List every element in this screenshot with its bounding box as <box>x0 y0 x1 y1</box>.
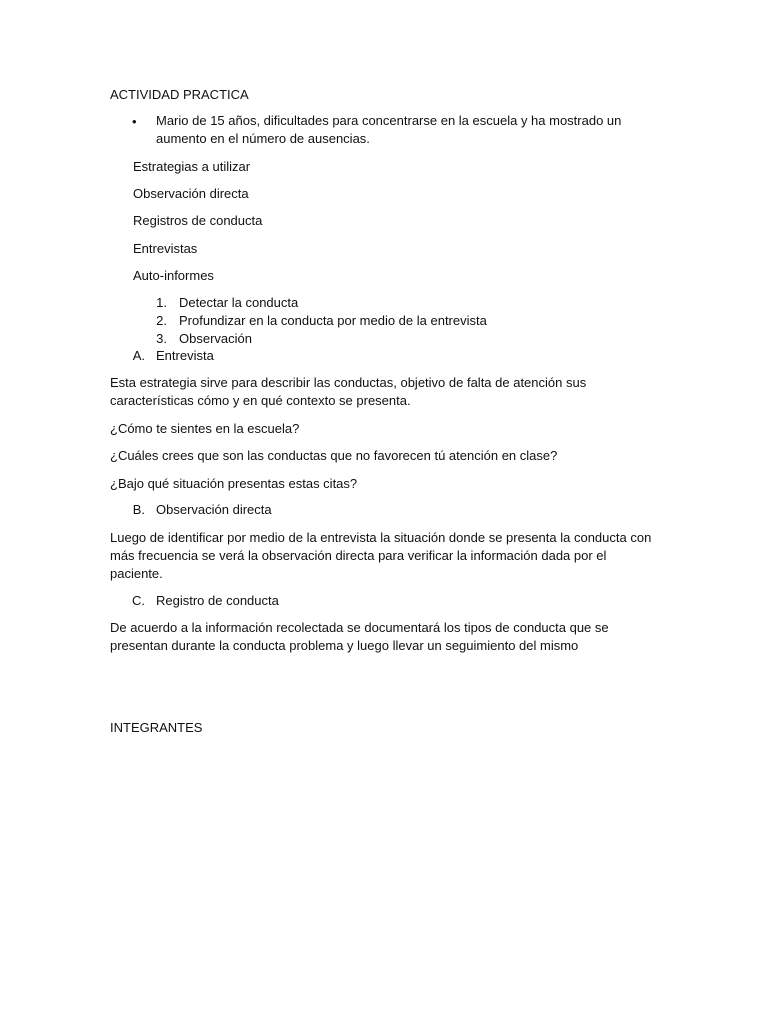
interview-question: ¿Cuáles crees que son las conductas que no favorecen tú atención en clase? <box>110 448 558 463</box>
section-a-paragraph-line-1: Esta estrategia sirve para describir las conductas, objetivo de falta de atención sus <box>110 375 587 390</box>
numbered-list-item: Observación <box>179 331 252 346</box>
numbered-list-item: Profundizar en la conducta por medio de la entrevista <box>179 313 487 328</box>
document-title: ACTIVIDAD PRACTICA <box>110 87 249 102</box>
section-b-heading: Observación directa <box>156 502 272 517</box>
section-b-paragraph-line-3: paciente. <box>110 566 163 581</box>
bullet-point-icon: • <box>132 114 137 129</box>
numbered-list-item: Detectar la conducta <box>179 295 299 310</box>
section-c-heading: Registro de conducta <box>156 593 279 608</box>
section-b-paragraph-line-2: más frecuencia se verá la observación directa para verificar la información dada por el <box>110 548 607 563</box>
strategy-item: Observación directa <box>133 186 249 201</box>
case-description-line-2: aumento en el número de ausencias. <box>156 131 370 146</box>
members-heading: INTEGRANTES <box>110 720 203 735</box>
interview-question: ¿Cómo te sientes en la escuela? <box>110 421 300 436</box>
numbered-list-marker: 1. <box>156 295 167 310</box>
section-b-marker: B. <box>132 502 145 517</box>
case-description-line-1: Mario de 15 años, dificultades para concentrarse en la escuela y ha mostrado un <box>156 113 622 128</box>
section-a-marker: A. <box>132 348 145 363</box>
section-a-heading: Entrevista <box>156 348 214 363</box>
strategy-item: Registros de conducta <box>133 213 263 228</box>
strategy-item: Auto-informes <box>133 268 214 283</box>
numbered-list-marker: 3. <box>156 331 167 346</box>
section-c-marker: C. <box>132 593 145 608</box>
numbered-list-marker: 2. <box>156 313 167 328</box>
section-c-paragraph-line-1: De acuerdo a la información recolectada se documentará los tipos de conducta que se <box>110 620 609 635</box>
section-c-paragraph-line-2: presentan durante la conducta problema y luego llevar un seguimiento del mismo <box>110 638 579 653</box>
interview-question: ¿Bajo qué situación presentas estas citas? <box>110 476 358 491</box>
strategy-item: Entrevistas <box>133 241 198 256</box>
section-b-paragraph-line-1: Luego de identificar por medio de la entrevista la situación donde se presenta la conducta con <box>110 530 652 545</box>
strategies-heading: Estrategias a utilizar <box>133 159 251 174</box>
section-a-paragraph-line-2: características cómo y en qué contexto se presenta. <box>110 393 411 408</box>
